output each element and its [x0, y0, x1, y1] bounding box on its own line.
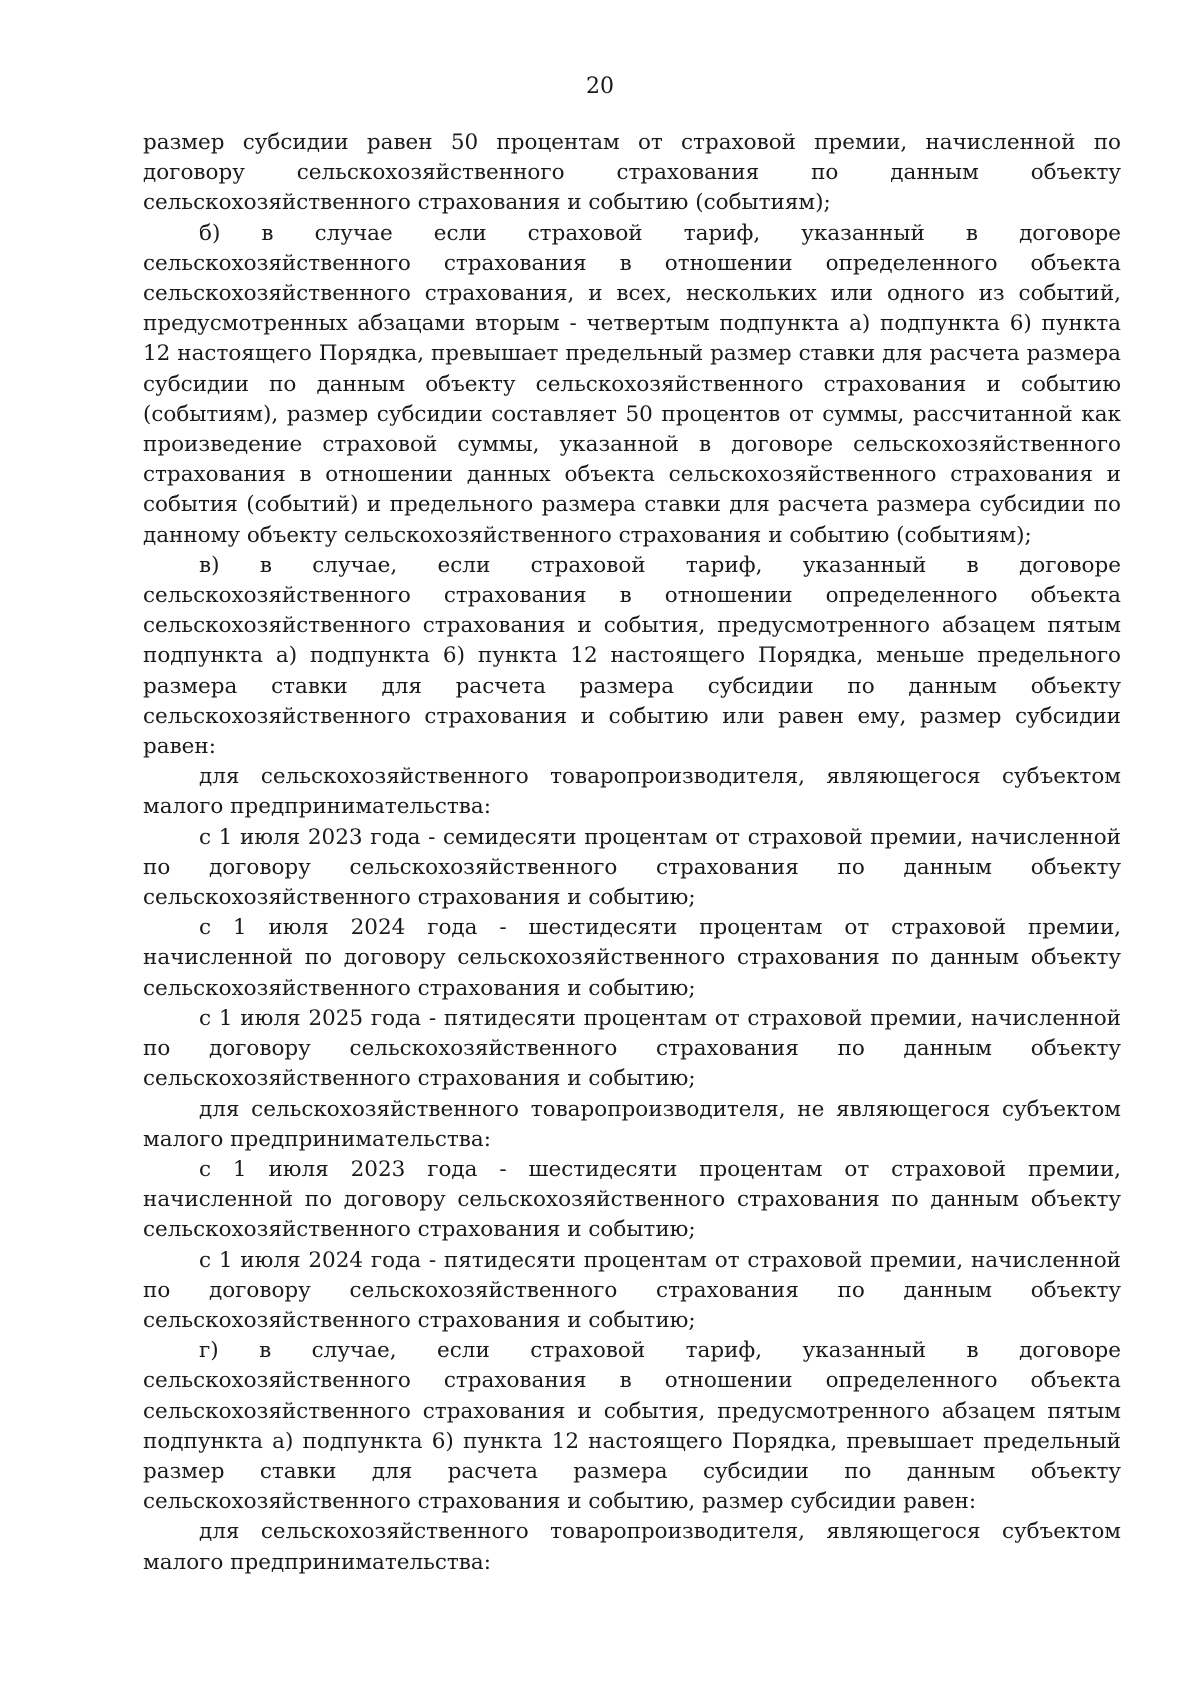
paragraph-2023-seventy: с 1 июля 2023 года - семидесяти процентам от страховой премии, начисленной по договору сельскохозяйственного страхования по данным объекту сельскохозяйственного страхования и событию; — [143, 824, 1121, 911]
paragraph-item-v: в) в случае, если страховой тариф, указанный в договоре сельскохозяйственного страхования в отношении определенного объекта сельскохозяйственного страхования и события, предусмотренного абзацем пятым подпункта а) подпункта 6) пункта 12 настоящего Порядка, меньше предельного размера ставки для расчета размера субсидии по данным объекту сельскохозяйственного страхования и событию или равен ему, размер субсидии равен: — [143, 552, 1121, 760]
page-number: 20 — [586, 74, 614, 99]
paragraph-item-b: б) в случае если страховой тариф, указанный в договоре сельскохозяйственного страхования в отношении определенного объекта сельскохозяйственного страхования, и всех, нескольких или одного из событий, предусмотренных абзацами вторым - четвертым подпункта а) подпункта 6) пункта 12 настоящего Порядка, превышает предельный размер ставки для расчета размера субсидии по данным объекту сельскохозяйственного страхования и событию (событиям), размер субсидии составляет 50 процентов от суммы, рассчитанной как произведение страховой суммы, указанной в договоре сельскохозяйственного страхования в отношении данных объекта сельскохозяйственного страхования и события (событий) и предельного размера ставки для расчета размера субсидии по данному объекту сельскохозяйственного страхования и событию (событиям); — [143, 220, 1121, 548]
paragraph-not-small-business: для сельскохозяйственного товаропроизводителя, не являющегося субъектом малого предпринимательства: — [143, 1096, 1121, 1152]
paragraph-2025-fifty: с 1 июля 2025 года - пятидесяти процентам от страховой премии, начисленной по договору сельскохозяйственного страхования по данным объекту сельскохозяйственного страхования и событию; — [143, 1005, 1121, 1092]
paragraph-small-business-2: для сельскохозяйственного товаропроизводителя, являющегося субъектом малого предпринимательства: — [143, 1519, 1121, 1575]
paragraph-2024-sixty: с 1 июля 2024 года - шестидесяти процентам от страховой премии, начисленной по договору сельскохозяйственного страхования по данным объекту сельскохозяйственного страхования и событию; — [143, 915, 1121, 1001]
paragraph-subsidy-50-percent: размер субсидии равен 50 процентам от страховой премии, начисленной по договору сельскохозяйственного страхования по данным объекту сельскохозяйственного страхования и событию (событиям); — [143, 130, 1121, 216]
paragraph-2024-fifty: с 1 июля 2024 года - пятидесяти процентам от страховой премии, начисленной по договору сельскохозяйственного страхования по данным объекту сельскохозяйственного страхования и событию; — [143, 1247, 1121, 1333]
paragraph-small-business: для сельскохозяйственного товаропроизводителя, являющегося субъектом малого предпринимательства: — [143, 764, 1121, 820]
document-body — [143, 128, 1121, 1578]
paragraph-item-g: г) в случае, если страховой тариф, указанный в договоре сельскохозяйственного страхования в отношении определенного объекта сельскохозяйственного страхования и события, предусмотренного абзацем пятым подпункта а) подпункта 6) пункта 12 настоящего Порядка, превышает предельный размер ставки для расчета размера субсидии по данным объекту сельскохозяйственного страхования и событию, размер субсидии равен: — [143, 1338, 1121, 1515]
paragraph-2023-sixty: с 1 июля 2023 года - шестидесяти процентам от страховой премии, начисленной по договору сельскохозяйственного страхования по данным объекту сельскохозяйственного страхования и событию; — [143, 1156, 1121, 1243]
